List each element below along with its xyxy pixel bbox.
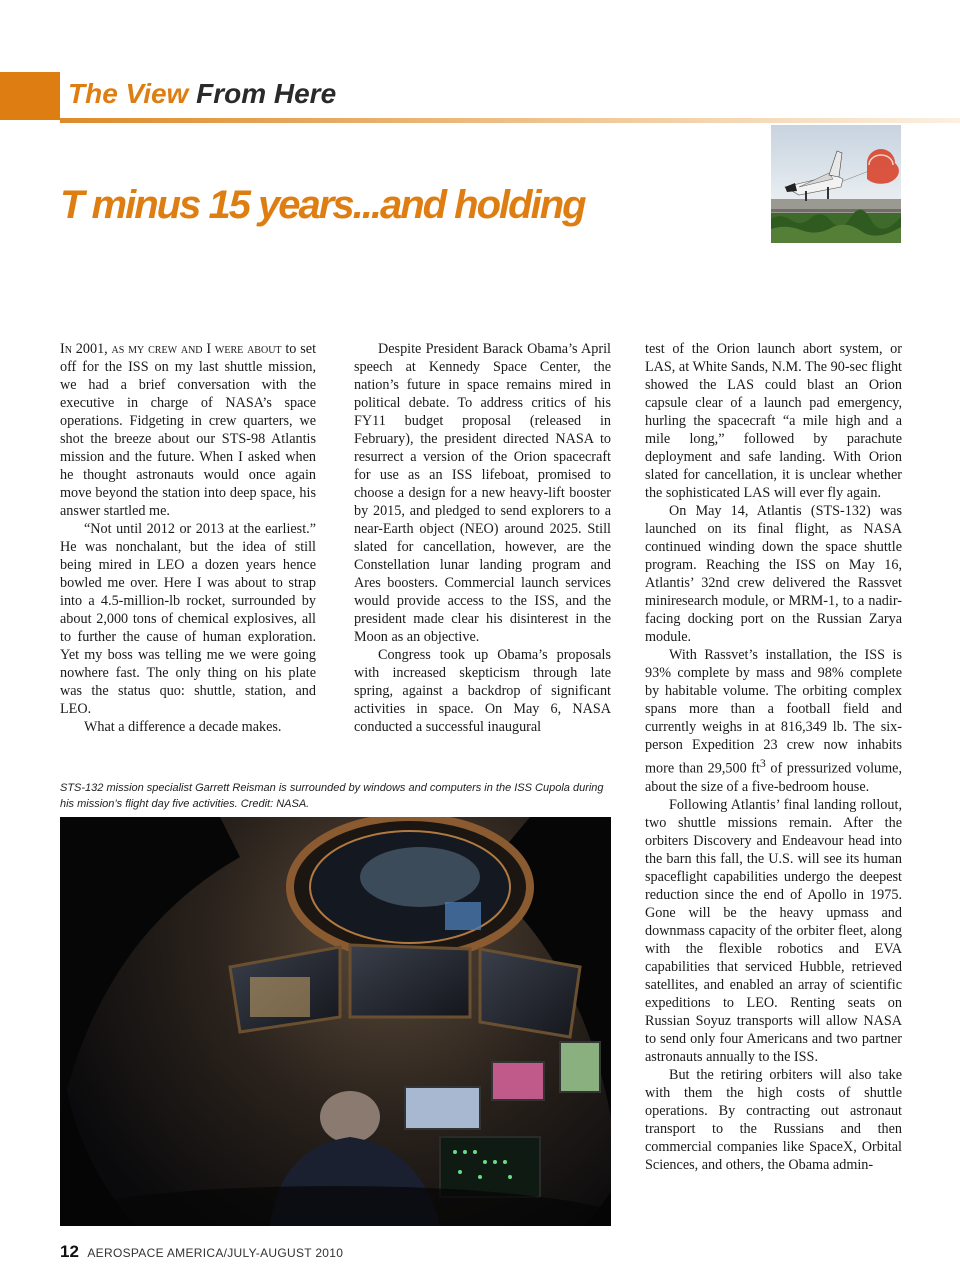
paragraph: But the retiring orbiters will also take with them the high costs of shuttle operations. By contracting out astronaut transport to the Russians and then commercial companies like SpaceX, Orbital Sciences, and others, the Obama admin-: [645, 1066, 902, 1173]
shuttle-landing-photo: [771, 125, 901, 243]
article-column-1: [60, 340, 316, 736]
article-column-2: [354, 340, 611, 736]
iss-cupola-photo: [60, 817, 611, 1226]
publication-name: AEROSPACE AMERICA/JULY-AUGUST 2010: [87, 1246, 344, 1260]
paragraph: [645, 646, 902, 796]
photo-caption: STS-132 mission specialist Garrett Reisman is surrounded by windows and computers in the ISS Cupola during his mission’s flight day five activities. Credit: NASA.: [60, 782, 604, 810]
paragraph: Congress took up Obama’s proposals with increased skepticism through late spring, against a backdrop of significant activities in space. On May 6, NASA conducted a successful inaugural: [354, 647, 611, 735]
paragraph-text: to set off for the ISS on my last shuttle mission, we had a brief conversation with the executive in charge of NASA’s space operations. Fidgeting in crew quarters, we shot the breeze about our STS-98 Atlantis mission and the future. When I asked when he thought astronauts would once again move beyond the station into deep space, his answer startled me.: [60, 341, 317, 519]
article-headline: T minus 15 years...and holding: [60, 183, 585, 227]
paragraph: What a difference a decade makes.: [84, 719, 282, 735]
paragraph-text: of pressurized volume, about the size of a five-bedroom house.: [645, 760, 902, 795]
paragraph: Following Atlantis’ final landing rollout, two shuttle missions remain. After the orbiters Discovery and Endeavour head into the barn this fall, the U.S. will see its human spaceflight capabilities undergo the deepest reduction since the end of Apollo in 1975. Gone will be the heavy upmass and downmass capacity of the orbiter fleet, along with the flexible robotics and EVA capabilities that serviced Hubble, retrieved satellites, and enabled an array of scientific expeditions to LEO. Renting seats on Russian Soyuz transports will allow NASA to send only four Americans and two partner astronauts annually to the ISS.: [645, 796, 902, 1065]
paragraph: test of the Orion launch abort system, or LAS, at White Sands, N.M. The 90-sec flight showed the LAS could blast an Orion capsule clear of a launch pad emergency, hurling the spacecraft “a mile high and a mile long,” followed by parachute deployment and safe landing. With Orion slated for cancellation, it is unclear whether the sophisticated LAS will ever fly again.: [645, 341, 902, 501]
paragraph: Despite President Barack Obama’s April speech at Kennedy Space Center, the nation’s future in space remains mired in political debate. To address critics of his FY11 budget proposal (released in February), the president directed NASA to resurrect a version of the Orion spacecraft for use as an ISS lifeboat, promised to choose a design for a new heavy-lift booster by 2015, and pledged to send explorers to a near-Earth object (NEO) around 2025. Still slated for cancellation, however, are the Constellation lunar landing program and Ares boosters. Commercial launch services would provide access to the ISS, and the president made clear his disinterest in the Moon as an objective.: [354, 341, 611, 645]
header-accent-block: [0, 72, 60, 120]
superscript: 3: [759, 756, 766, 770]
section-title-rest: From Here: [188, 78, 337, 109]
section-title: [68, 76, 336, 112]
page-number: 12: [60, 1242, 79, 1261]
paragraph: “Not until 2012 or 2013 at the earliest.” He was nonchalant, but the idea of still being mired in LEO a dozen years hence bowled me over. Here I was about to strap into a 4.5-million-lb rocket, surrounded by about 2,000 tons of chemical explosives, all to further the cause of human exploration. Yet my boss was telling me we were going nowhere fast. The only thing on his plate was the status quo: shuttle, station, and LEO.: [60, 521, 316, 717]
section-title-accent: The View: [68, 78, 189, 109]
paragraph-text: With Rassvet’s installation, the ISS is 93% complete by mass and 98% complete by habitable volume. The orbiting complex spans more than a football field and currently weighs in at 816,349 lb. The six-person Expedition 23 crew now inhabits more than 29,500 ft: [645, 647, 902, 777]
lead-in-text: In 2001, as my crew and I were about: [60, 341, 282, 357]
paragraph: [60, 340, 316, 520]
paragraph: On May 14, Atlantis (STS-132) was launched on its final flight, as NASA continued winding down the space shuttle program. Reaching the ISS on May 16, Atlantis’ 32nd crew delivered the Rassvet miniresearch module, or MRM-1, to a nadir-facing docking port on the Russian Zarya module.: [645, 503, 902, 645]
page-footer: [60, 1242, 343, 1262]
article-column-3: [645, 340, 902, 1225]
header-rule: [60, 118, 960, 123]
